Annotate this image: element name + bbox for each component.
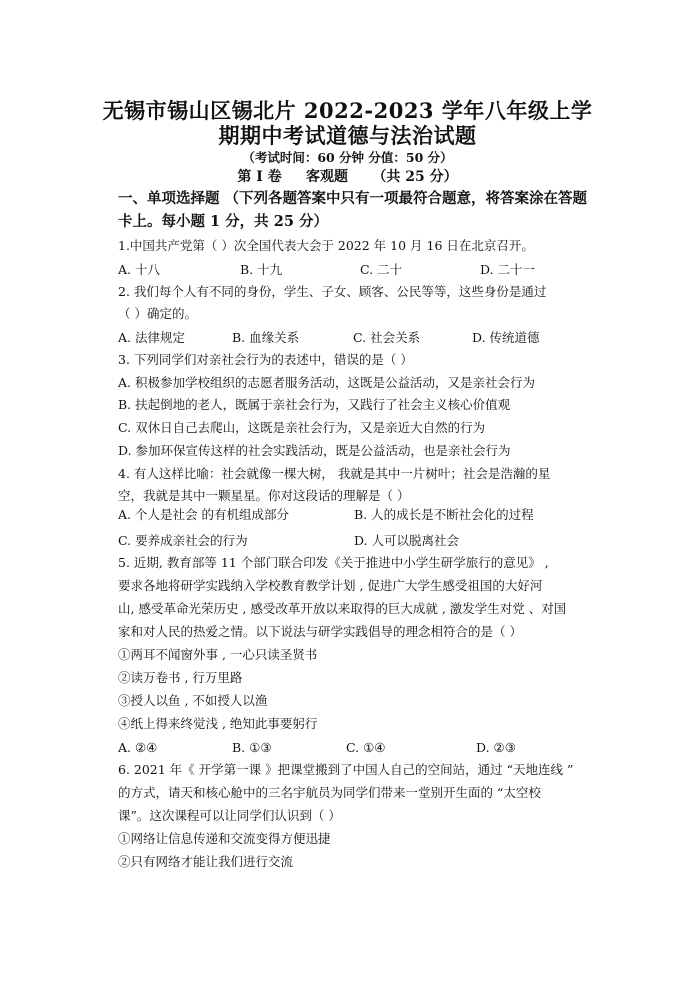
q5-option-d: D. ②③	[476, 740, 516, 755]
q1-option-a: A. 十八	[118, 262, 160, 277]
q5-item-2: ②读万卷书 , 行万里路	[118, 670, 243, 685]
q1-stem: 1.中国共产党第（ ）次全国代表大会于 2022 年 10 月 16 日在北京召开。	[118, 238, 534, 253]
q6-item-2: ②只有网络才能让我们进行交流	[118, 854, 294, 869]
q3-option-c: C. 双休日自己去爬山，这既是亲社会行为，又是亲近大自然的行为	[118, 420, 486, 435]
q5-option-a: A. ②④	[118, 740, 158, 755]
part-header: 第 I 卷 客观题 （共 25 分）	[237, 169, 458, 185]
q5-item-1: ①两耳不闻窗外事 , 一心只读圣贤书	[118, 647, 318, 662]
q2-option-b: B. 血缘关系	[232, 330, 300, 345]
q5-item-4: ④纸上得来终觉浅 , 绝知此事要躬行	[118, 716, 318, 731]
q6-item-1: ①网络让信息传递和交流变得方便迅捷	[118, 831, 331, 846]
q5-option-b: B. ①③	[232, 740, 272, 755]
q3-option-d: D. 参加环保宣传这样的社会实践活动，既是公益活动，也是亲社会行为	[118, 443, 511, 458]
exam-title-line2: 期期中考试道德与法治试题	[218, 123, 477, 148]
q3-stem: 3. 下列同学们对亲社会行为的表述中，错误的是（ ）	[118, 352, 413, 367]
q4-option-b: B. 人的成长是不断社会化的过程	[354, 507, 534, 522]
exam-title-line1: 无锡市锡山区锡北片 2022-2023 学年八年级上学	[102, 98, 593, 123]
q4-option-a: A. 个人是社会 的有机组成部分	[118, 507, 289, 522]
q2-option-c: C. 社会关系	[353, 330, 421, 345]
q2-option-d: D. 传统道德	[472, 330, 540, 345]
q4-option-d: D. 人可以脱离社会	[354, 533, 460, 548]
q6-stem-line2: 的方式，请天和核心舱中的三名宇航员为同学们带来一堂别开生面的 “太空校	[118, 785, 541, 800]
q1-option-c: C. 二十	[360, 262, 403, 277]
q4-option-c: C. 要养成亲社会的行为	[118, 533, 248, 548]
q5-stem-line2: 要求各地将研学实践纳入学校教育教学计划 , 促进广大学生感受祖国的大好河	[118, 578, 543, 593]
section-header-line2: 卡上。每小题 1 分，共 25 分）	[118, 213, 328, 230]
q5-item-3: ③授人以鱼 , 不如授人以渔	[118, 693, 268, 708]
q6-stem-line3: 课”。这次课程可以让同学们认识到（ ）	[118, 808, 341, 823]
q2-option-a: A. 法律规定	[118, 330, 185, 345]
section-header-line1: 一、单项选择题 （下列各题答案中只有一项最符合题意，将答案涂在答题	[118, 190, 588, 207]
q5-stem-line1: 5. 近期, 教育部等 11 个部门联合印发《关于推进中小学生研学旅行的意见》 ,	[118, 555, 549, 570]
q2-stem-line2: （ ）确定的。	[118, 306, 197, 321]
q4-stem-line2: 空，我就是其中一颗星星。你对这段话的理解是（ ）	[118, 488, 410, 503]
exam-meta: （考试时间：60 分钟 分值：50 分）	[242, 150, 453, 165]
q6-stem-line1: 6. 2021 年《 开学第一课 》把课堂搬到了中国人自己的空间站，通过 “天地连线 ”	[118, 762, 574, 777]
q5-stem-line3: 山, 感受革命光荣历史 , 感受改革开放以来取得的巨大成就 , 激发学生对党 、对国	[118, 601, 567, 616]
q4-stem-line1: 4. 有人这样比喻：社会就像一棵大树， 我就是其中一片树叶；社会是浩瀚的星	[118, 466, 551, 481]
q1-option-d: D. 二十一	[480, 262, 536, 277]
q3-option-a: A. 积极参加学校组织的志愿者服务活动，这既是公益活动，又是亲社会行为	[118, 375, 535, 390]
q2-stem-line1: 2. 我们每个人有不同的身份，学生、子女、顾客、公民等等，这些身份是通过	[118, 284, 547, 299]
q1-option-b: B. 十九	[240, 262, 283, 277]
q3-option-b: B. 扶起倒地的老人，既属于亲社会行为，又践行了社会主义核心价值观	[118, 397, 511, 412]
q5-option-c: C. ①④	[346, 740, 386, 755]
q5-stem-line4: 家和对人民的热爱之情。以下说法与研学实践倡导的理念相符合的是（ ）	[118, 624, 522, 639]
